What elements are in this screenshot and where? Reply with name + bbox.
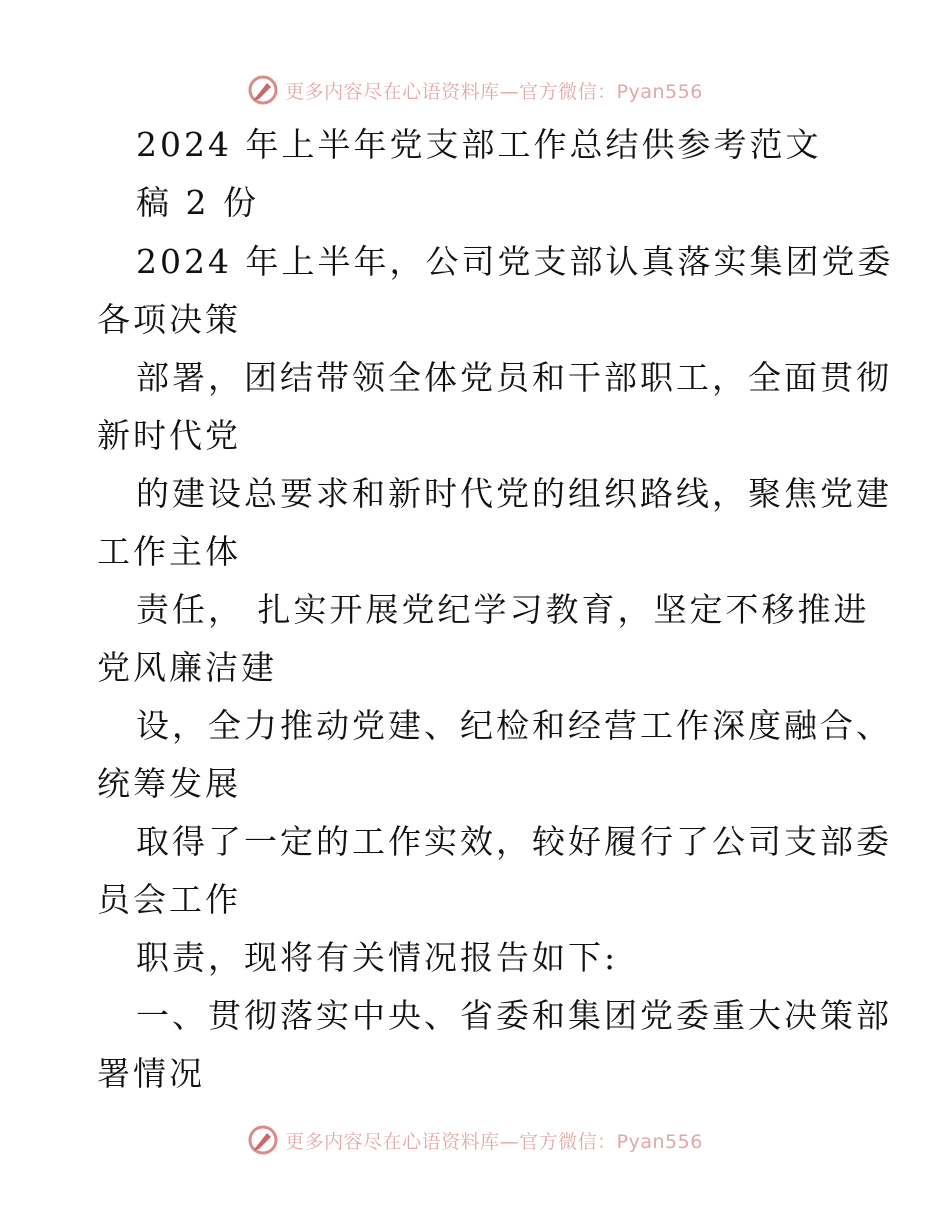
paragraph-line: 设，全力推动党建、纪检和经营工作深度融合、: [136, 706, 892, 745]
watermark-text: 更多内容尽在心语资料库—官方微信：Pyan556: [285, 1130, 703, 1153]
paragraph-line: 党风廉洁建: [97, 648, 277, 687]
header-watermark: [0, 70, 950, 110]
document-title-line-1: 2024 年上半年党支部工作总结供参考范文: [136, 125, 822, 164]
section-heading-line: 一、贯彻落实中央、省委和集团党委重大决策部: [136, 996, 892, 1035]
paragraph-line: 员会工作: [97, 880, 241, 919]
paragraph-line: 责任， 扎实开展党纪学习教育，坚定不移推进: [136, 590, 870, 629]
paragraph-line: 部署，团结带领全体党员和干部职工，全面贯彻: [136, 358, 892, 397]
document-title-line-2: 稿 2 份: [136, 183, 259, 222]
paragraph-line: 职责，现将有关情况报告如下:: [136, 938, 619, 977]
paragraph-line: 新时代党: [97, 416, 241, 455]
paragraph-line: 的建设总要求和新时代党的组织路线，聚焦党建: [136, 474, 892, 513]
paragraph-line: 取得了一定的工作实效，较好履行了公司支部委: [136, 822, 892, 861]
paragraph-line: 工作主体: [97, 532, 241, 571]
pen-nib-logo-icon: [247, 74, 279, 106]
watermark-text: 更多内容尽在心语资料库—官方微信：Pyan556: [285, 80, 703, 103]
pen-nib-logo-icon: [247, 1124, 279, 1156]
paragraph-line: 2024 年上半年，公司党支部认真落实集团党委: [136, 242, 894, 281]
footer-watermark: [0, 1120, 950, 1160]
paragraph-line: 统筹发展: [97, 764, 241, 803]
section-heading-line: 署情况: [97, 1054, 205, 1093]
paragraph-line: 各项决策: [97, 300, 241, 339]
